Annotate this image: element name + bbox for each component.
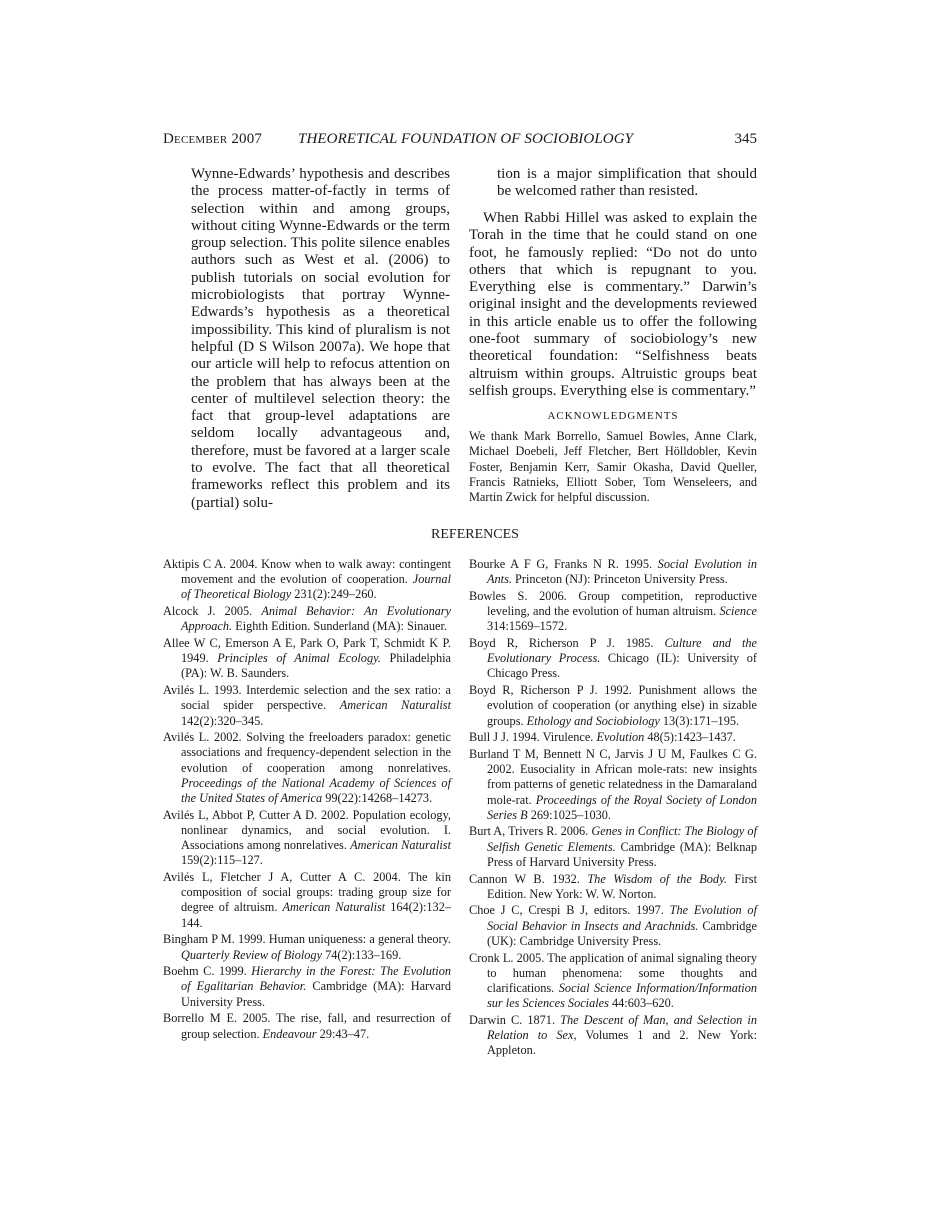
- reference-entry: Bourke A F G, Franks N R. 1995. Social Evolution in Ants. Princeton (NJ): Princeton University Press.: [469, 557, 757, 587]
- reference-entry: Boyd R, Richerson P J. 1985. Culture and the Evolutionary Process. Chicago (IL): University of Chicago Press.: [469, 636, 757, 681]
- reference-entry: Darwin C. 1871. The Descent of Man, and Selection in Relation to Sex, Volumes 1 and 2. New York: Appleton.: [469, 1012, 757, 1058]
- acknowledgments-text: We thank Mark Borrello, Samuel Bowles, Anne Clark, Michael Doebeli, Jeff Fletcher, Bert Hölldobler, Kevin Foster, Benjamin Kerr, Samir Okasha, David Queller, Francis Ratnieks, Elliott Sober, Tom Wenseleers, and Martin Zwick for helpful discussion.: [469, 429, 757, 505]
- reference-entry: Cronk L. 2005. The application of animal signaling theory to human phenomena: some thoughts and clarifications. Social Science Information/Information sur les Sciences Sociales 44:603–620.: [469, 950, 757, 1011]
- reference-entry: Cannon W B. 1932. The Wisdom of the Body. First Edition. New York: W. W. Norton.: [469, 871, 757, 901]
- reference-entry: Allee W C, Emerson A E, Park O, Park T, Schmidt K P. 1949. Principles of Animal Ecology. Philadelphia (PA): W. B. Saunders.: [163, 636, 451, 681]
- reference-entry: Avilés L. 2002. Solving the freeloaders paradox: genetic associations and frequency-dependent selection in the evolution of cooperation among nonrelatives. Proceedings of the National Academy of Sciences of the United States of America 99(22):14268–14273.: [163, 730, 451, 806]
- reference-entry: Burland T M, Bennett N C, Jarvis J U M, Faulkes C G. 2002. Eusociality in African mole-rats: new insights from patterns of genetic relatedness in the Damaraland mole-rat. Proceedings of the Royal Society of London Series B 269:1025–1030.: [469, 746, 757, 822]
- running-title: THEORETICAL FOUNDATION OF SOCIOBIOLOGY: [298, 131, 634, 147]
- references-heading: REFERENCES: [431, 527, 519, 542]
- running-header: [163, 129, 757, 149]
- reference-entry: Aktipis C A. 2004. Know when to walk away: contingent movement and the evolution of cooperation. Journal of Theoretical Biology 231(2):249–260.: [163, 557, 451, 602]
- body-text-right-continuation: tion is a major simplification that should be welcomed rather than resisted.: [497, 166, 757, 200]
- body-text-right-paragraph: When Rabbi Hillel was asked to explain the Torah in the time that he could stand on one foot, he famously replied: “Do not do unto others that which is repugnant to you. Everything else is commentary.” Darwin’s original insight and the developments reviewed in this article enable us to offer the following one-foot summary of sociobiology’s new theoretical foundation: “Selfishness beats altruism within groups. Altruistic groups beat selfish groups. Everything else is commentary.”: [469, 210, 757, 399]
- reference-entry: Borrello M E. 2005. The rise, fall, and resurrection of group selection. Endeavour 29:43–47.: [163, 1011, 451, 1041]
- reference-entry: Avilés L, Abbot P, Cutter A D. 2002. Population ecology, nonlinear dynamics, and social evolution. I. Associations among nonrelatives. American Naturalist 159(2):115–127.: [163, 807, 452, 868]
- reference-entry: Bull J J. 1994. Virulence. Evolution 48(5):1423–1437.: [469, 730, 736, 745]
- reference-entry: Choe J C, Crespi B J, editors. 1997. The Evolution of Social Behavior in Insects and Arachnids. Cambridge (UK): Cambridge University Press.: [469, 903, 757, 948]
- body-text-left-column: Wynne-Edwards’ hypothesis and describes the process matter-of-factly in terms of selection within and among groups, without citing Wynne-Edwards or the term group selection. This polite silence enables authors such as West et al. (2006) to publish tutorials on social evolution for microbiologists that portray Wynne-Edwards’s hypothesis as a theoretical impossibility. This kind of pluralism is not helpful (D S Wilson 2007a). We hope that our article will help to refocus attention on the problem that has always been at the center of multilevel selection theory: the fact that group-level adaptations are seldom locally advantageous and, therefore, must be favored at a larger scale to evolve. The fact that all theoretical frameworks reflect this problem and its (partial) solu-: [191, 166, 450, 511]
- reference-entry: Bingham P M. 1999. Human uniqueness: a general theory. Quarterly Review of Biology 74(2):133–169.: [163, 932, 451, 962]
- references-list-left: [163, 557, 451, 1043]
- reference-entry: Avilés L. 1993. Interdemic selection and the sex ratio: a social spider perspective. American Naturalist 142(2):320–345.: [163, 683, 452, 728]
- issue-date: December 2007: [163, 131, 263, 147]
- reference-entry: Boyd R, Richerson P J. 1992. Punishment allows the evolution of cooperation (or anything else) in sizable groups. Ethology and Sociobiology 13(3):171–195.: [469, 683, 757, 728]
- reference-entry: Bowles S. 2006. Group competition, reproductive leveling, and the evolution of human altruism. Science 314:1569–1572.: [469, 588, 757, 634]
- reference-entry: Alcock J. 2005. Animal Behavior: An Evolutionary Approach. Eighth Edition. Sunderland (MA): Sinauer.: [163, 604, 452, 634]
- references-list-right: [469, 557, 757, 1060]
- reference-entry: Burt A, Trivers R. 2006. Genes in Conflict: The Biology of Selfish Genetic Elements. Cambridge (MA): Belknap Press of Harvard University Press.: [469, 824, 757, 869]
- acknowledgments-heading: ACKNOWLEDGMENTS: [547, 410, 679, 422]
- reference-entry: Boehm C. 1999. Hierarchy in the Forest: The Evolution of Egalitarian Behavior. Cambridge (MA): Harvard University Press.: [163, 964, 451, 1009]
- page-number: 345: [734, 131, 757, 147]
- reference-entry: Avilés L, Fletcher J A, Cutter A C. 2004. The kin composition of social groups: trading group size for degree of altruism. American Naturalist 164(2):132–144.: [163, 870, 452, 930]
